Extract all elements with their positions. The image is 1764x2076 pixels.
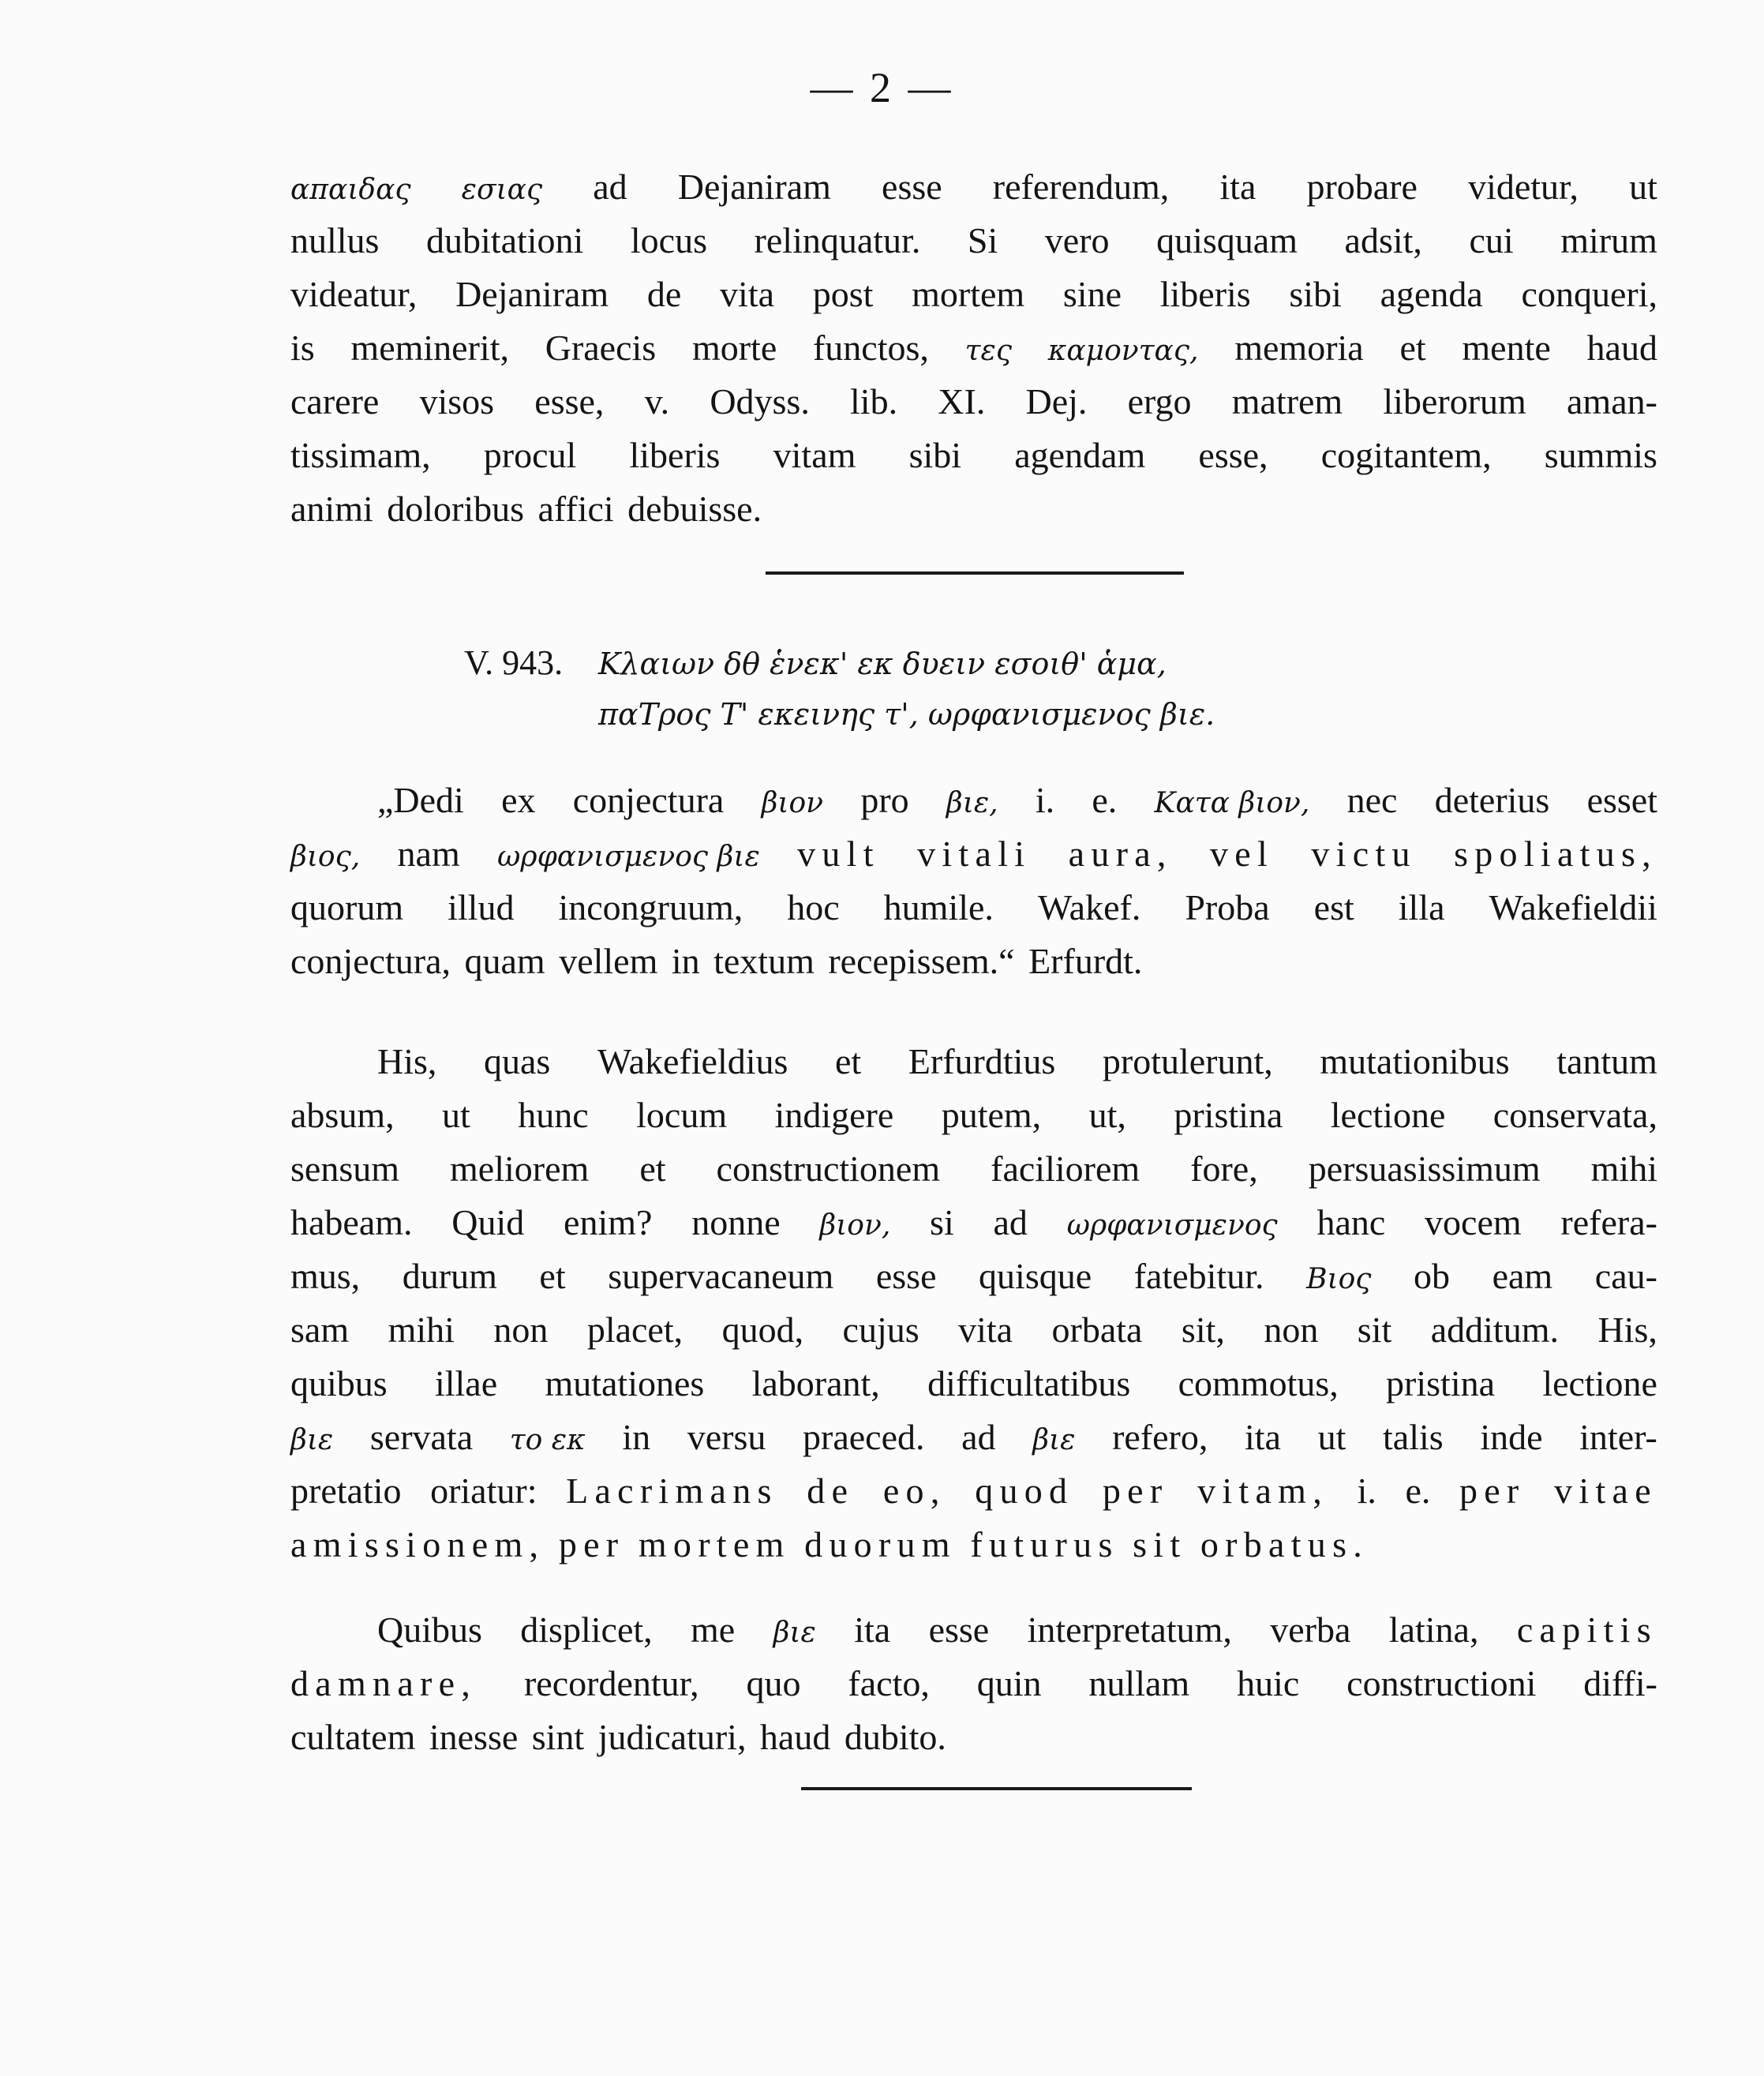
word: in: [622, 1417, 651, 1457]
word: ut: [1317, 1417, 1346, 1457]
word: spoliatus,: [1454, 834, 1657, 874]
word: lectione: [1542, 1363, 1657, 1403]
word: sam: [290, 1310, 350, 1350]
word: esse: [928, 1609, 990, 1650]
word: His,: [377, 1041, 437, 1081]
word: nonne: [691, 1202, 781, 1242]
greek-word: βιος,: [290, 841, 361, 873]
text-line: [290, 1357, 1657, 1411]
word: huic: [1237, 1663, 1300, 1703]
closing-divider: [801, 1787, 1192, 1790]
word: non: [1264, 1310, 1319, 1350]
word: constructioni: [1346, 1663, 1537, 1703]
greek-word: εσιας: [461, 174, 543, 206]
word: debuisse.: [627, 489, 762, 529]
text-line: [290, 1657, 1657, 1711]
word: esse: [882, 167, 942, 207]
word: functos,: [812, 328, 929, 368]
word: pristina: [1386, 1363, 1496, 1403]
word: placet,: [586, 1310, 684, 1350]
word: de: [807, 1471, 855, 1511]
greek-word: βιε: [290, 1424, 334, 1456]
word: vitali: [917, 834, 1032, 874]
text-line: [290, 482, 1657, 536]
word: matrem: [1231, 381, 1343, 422]
word: videtur,: [1468, 167, 1579, 207]
word: meliorem: [450, 1149, 590, 1189]
word: capitis: [1516, 1609, 1657, 1650]
word: per: [558, 1524, 625, 1564]
word: vitae: [1554, 1471, 1657, 1511]
word: supervacaneum: [608, 1256, 834, 1296]
word: putem,: [941, 1095, 1042, 1135]
word: e.: [1092, 780, 1118, 820]
word: ad: [593, 167, 627, 207]
word: quod: [975, 1471, 1074, 1511]
word: de: [646, 274, 682, 314]
word: Wakefieldii: [1489, 887, 1657, 927]
word: damnare,: [290, 1663, 478, 1703]
word: memoria: [1234, 328, 1364, 368]
word: i.: [1035, 780, 1055, 820]
word: mutationes: [545, 1363, 705, 1403]
text-line: [290, 1411, 1657, 1464]
greek-word: βιε,: [946, 787, 998, 819]
greek-word: βιον: [761, 787, 824, 819]
word: fatebitur.: [1133, 1256, 1264, 1296]
word: refero,: [1112, 1417, 1208, 1457]
word: mihi: [388, 1310, 455, 1350]
word: constructionem: [716, 1149, 941, 1189]
word: quod,: [721, 1310, 804, 1350]
word: eam: [1492, 1256, 1553, 1296]
word: cau-: [1594, 1256, 1657, 1296]
word: liberis: [1159, 274, 1251, 314]
word: recepissem.“: [828, 941, 1015, 981]
word: textum: [713, 941, 815, 981]
word: victu: [1311, 834, 1417, 874]
word: is: [290, 328, 315, 368]
word: hunc: [518, 1095, 589, 1135]
word: displicet,: [520, 1609, 653, 1650]
word: verba: [1270, 1609, 1351, 1650]
word: lib.: [850, 381, 898, 422]
word: locum: [636, 1095, 728, 1135]
word: orbatus.: [1200, 1524, 1369, 1564]
word: mus,: [290, 1256, 361, 1296]
paragraph-4: [290, 1603, 1657, 1764]
word: inde: [1480, 1417, 1543, 1457]
word: servata: [369, 1417, 474, 1457]
word: liberis: [629, 435, 721, 475]
word: et: [639, 1149, 666, 1189]
word: ad: [993, 1202, 1028, 1242]
word: nec: [1346, 780, 1398, 820]
paragraph-3: [290, 1035, 1657, 1572]
text-line: [290, 1142, 1657, 1196]
word: summis: [1544, 435, 1657, 475]
word: futurus: [970, 1524, 1119, 1564]
word: eo,: [882, 1471, 946, 1511]
word: diffi-: [1583, 1663, 1657, 1703]
word: sibi: [1289, 274, 1342, 314]
page-number: — 2 —: [810, 64, 954, 111]
word: affici: [537, 489, 614, 529]
text-line: [290, 1464, 1657, 1518]
word: locus: [630, 220, 707, 260]
word: judicaturi,: [597, 1717, 747, 1757]
word: referendum,: [992, 167, 1170, 207]
word: esse: [875, 1256, 937, 1296]
greek-word: καμοντας,: [1047, 335, 1199, 367]
word: fore,: [1190, 1149, 1258, 1189]
word: mortem: [912, 274, 1025, 314]
word: nam: [397, 834, 460, 874]
word: hanc: [1316, 1202, 1386, 1242]
text-line: [290, 881, 1657, 935]
word: ut: [442, 1095, 470, 1135]
word: doloribus: [387, 489, 525, 529]
verse-line: [464, 638, 1215, 688]
word: persuasissimum: [1308, 1149, 1541, 1189]
word: et: [539, 1256, 566, 1296]
word: agenda: [1380, 274, 1483, 314]
word: mortem: [638, 1524, 791, 1564]
word: haud: [759, 1717, 831, 1757]
word: nullus: [290, 220, 380, 260]
word: Si: [967, 220, 998, 260]
verse-quotation: [464, 638, 1215, 739]
word: refera-: [1560, 1202, 1657, 1242]
word: vellem: [559, 941, 658, 981]
word: meminerit,: [350, 328, 509, 368]
greek-word: Κατα βιον,: [1154, 787, 1310, 819]
word: aman-: [1567, 381, 1657, 422]
word: cujus: [842, 1310, 919, 1350]
text-line: [290, 1089, 1657, 1142]
word: versu: [687, 1417, 766, 1457]
word: per: [1102, 1471, 1169, 1511]
text-line: [290, 1603, 1657, 1657]
text-line: [290, 1518, 1657, 1572]
word: mirum: [1560, 220, 1657, 260]
word: videatur,: [290, 274, 418, 314]
word: vocem: [1425, 1202, 1522, 1242]
word: vita: [720, 274, 775, 314]
word: vita: [958, 1310, 1013, 1350]
word: ergo: [1127, 381, 1192, 422]
word: Odyss.: [710, 381, 810, 422]
word: vel: [1210, 834, 1275, 874]
word: commotus,: [1178, 1363, 1339, 1403]
word: agendam: [1014, 435, 1146, 475]
text-line: [290, 429, 1657, 482]
word: Proba: [1185, 887, 1270, 927]
word: est: [1313, 887, 1354, 927]
word: mutationibus: [1320, 1041, 1510, 1081]
word: quisque: [979, 1256, 1092, 1296]
word: incongruum,: [558, 887, 743, 927]
word: esset: [1586, 780, 1657, 820]
word: quas: [483, 1041, 551, 1081]
word: inter-: [1579, 1417, 1657, 1457]
word: interpretatum,: [1027, 1609, 1232, 1650]
word: durum: [402, 1256, 497, 1296]
word: His,: [1597, 1310, 1657, 1350]
word: XI.: [938, 381, 986, 422]
word: sint: [531, 1717, 585, 1757]
word: recordentur,: [523, 1663, 699, 1703]
word: ut: [1629, 167, 1657, 207]
text-line: [290, 1196, 1657, 1250]
word: cui: [1469, 220, 1514, 260]
text-line: [290, 1303, 1657, 1357]
word: difficultatibus: [927, 1363, 1131, 1403]
word: si: [930, 1202, 954, 1242]
greek-word: το εκ: [509, 1424, 586, 1456]
word: sit,: [1181, 1310, 1225, 1350]
word: lectione: [1330, 1095, 1446, 1135]
greek-word: βιε: [1032, 1424, 1076, 1456]
word: latina,: [1388, 1609, 1479, 1650]
verse-text: παΤρος Τ' εκεινης τ', ωρφανισμενος βιε.: [598, 697, 1215, 732]
word: per: [1459, 1471, 1526, 1511]
word: quo: [746, 1663, 801, 1703]
word: Dej.: [1025, 381, 1088, 422]
verse-number: V. 943.: [464, 643, 564, 682]
word: quin: [976, 1663, 1042, 1703]
word: amissionem,: [290, 1524, 545, 1564]
word: oriatur:: [430, 1471, 537, 1511]
word: illae: [434, 1363, 498, 1403]
greek-word: ωρφανισμενος: [1066, 1209, 1278, 1242]
word: absum,: [290, 1095, 395, 1135]
word: illud: [448, 887, 515, 927]
greek-word: Βιος: [1306, 1263, 1372, 1295]
word: conservata,: [1492, 1095, 1657, 1135]
word: quisquam: [1156, 220, 1298, 260]
word: ita: [1219, 167, 1257, 207]
word: et: [1399, 328, 1426, 368]
paragraph-1: [290, 160, 1657, 536]
word: pristina: [1174, 1095, 1283, 1135]
word: deterius: [1434, 780, 1550, 820]
word: tissimam,: [290, 435, 431, 475]
word: carere: [290, 381, 380, 422]
word: pro: [860, 780, 909, 820]
text-line: [290, 214, 1657, 268]
word: humile.: [883, 887, 994, 927]
word: esse,: [534, 381, 605, 422]
word: dubitationi: [426, 220, 584, 260]
word: haud: [1586, 328, 1657, 368]
word: liberorum: [1383, 381, 1526, 422]
text-line: [290, 160, 1657, 214]
text-line: [290, 1250, 1657, 1303]
text-line: [290, 268, 1657, 321]
word: mente: [1462, 328, 1551, 368]
word: Quibus: [377, 1609, 482, 1650]
text-line: [290, 375, 1657, 429]
word: quam: [464, 941, 545, 981]
greek-word: ωρφανισμενος βιε: [497, 841, 760, 873]
word: Graecis: [545, 328, 657, 368]
word: et: [835, 1041, 862, 1081]
word: ut,: [1088, 1095, 1126, 1135]
word: praeced.: [803, 1417, 925, 1457]
word: morte: [691, 328, 777, 368]
text-line: [290, 1711, 1657, 1764]
text-line: [290, 827, 1657, 881]
word: pretatio: [290, 1471, 402, 1511]
word: non: [493, 1310, 549, 1350]
text-line: [290, 321, 1657, 375]
word: additum.: [1430, 1310, 1559, 1350]
word: Dejaniram: [677, 167, 831, 207]
word: ex: [501, 780, 536, 820]
word: vitam: [773, 435, 856, 475]
word: animi: [290, 489, 373, 529]
word: Wakefieldius: [597, 1041, 788, 1081]
word: adsit,: [1344, 220, 1422, 260]
word: Lacrimans: [566, 1471, 778, 1511]
word: protulerunt,: [1102, 1041, 1273, 1081]
word: sit: [1357, 1310, 1392, 1350]
word: vult: [797, 834, 880, 874]
word: Erfurdt.: [1028, 941, 1143, 981]
word: duorum: [804, 1524, 957, 1564]
word: inesse: [429, 1717, 519, 1757]
word: aura,: [1068, 834, 1173, 874]
word: me: [691, 1609, 736, 1650]
word: Wakef.: [1037, 887, 1141, 927]
greek-word: βιε: [773, 1617, 816, 1649]
greek-word: βιον,: [819, 1209, 891, 1242]
word: visos: [419, 381, 495, 422]
word: habeam.: [290, 1202, 413, 1242]
paragraph-2: [290, 774, 1657, 988]
word: tantum: [1556, 1041, 1657, 1081]
word: sine: [1062, 274, 1122, 314]
verse-text: Κλαιων δθ ἑνεκ' εκ δυειν εσοιθ' ἁμα,: [598, 646, 1167, 681]
word: dubito.: [844, 1717, 946, 1757]
word: ita: [1245, 1417, 1281, 1457]
word: quorum: [290, 887, 404, 927]
greek-word: απαιδας: [290, 174, 411, 206]
word: nullam: [1088, 1663, 1190, 1703]
word: v.: [644, 381, 670, 422]
greek-word: τες: [964, 335, 1013, 367]
section-divider: [766, 571, 1184, 575]
word: faciliorem: [991, 1149, 1140, 1189]
word: i.: [1357, 1471, 1376, 1511]
word: quibus: [290, 1363, 388, 1403]
word: conqueri,: [1521, 274, 1657, 314]
verse-line: [464, 688, 1215, 739]
word: laborant,: [751, 1363, 880, 1403]
word: cogitantem,: [1320, 435, 1492, 475]
word: sibi: [908, 435, 962, 475]
word: procul: [483, 435, 577, 475]
word: cultatem: [290, 1717, 416, 1757]
word: Dejaniram: [455, 274, 609, 314]
word: probare: [1306, 167, 1418, 207]
word: talis: [1383, 1417, 1444, 1457]
word: enim?: [564, 1202, 653, 1242]
word: in: [671, 941, 700, 981]
word: mihi: [1590, 1149, 1657, 1189]
word: ad: [961, 1417, 996, 1457]
word: sensum: [290, 1149, 399, 1189]
word: esse,: [1198, 435, 1268, 475]
word: Quid: [451, 1202, 525, 1242]
word: relinquatur.: [754, 220, 921, 260]
word: facto,: [848, 1663, 930, 1703]
word: conjectura: [572, 780, 725, 820]
text-line: [290, 935, 1657, 988]
word: e.: [1405, 1471, 1431, 1511]
word: hoc: [787, 887, 840, 927]
word: ob: [1414, 1256, 1451, 1296]
text-line: [290, 1035, 1657, 1089]
word: vitam,: [1197, 1471, 1329, 1511]
word: „Dedi: [377, 780, 464, 820]
text-line: [290, 774, 1657, 827]
word: ita: [854, 1609, 891, 1650]
word: orbata: [1051, 1310, 1143, 1350]
word: illa: [1398, 887, 1445, 927]
word: indigere: [774, 1095, 894, 1135]
word: sit: [1133, 1524, 1187, 1564]
word: vero: [1044, 220, 1110, 260]
word: conjectura,: [290, 941, 451, 981]
word: Erfurdtius: [908, 1041, 1056, 1081]
word: post: [812, 274, 874, 314]
